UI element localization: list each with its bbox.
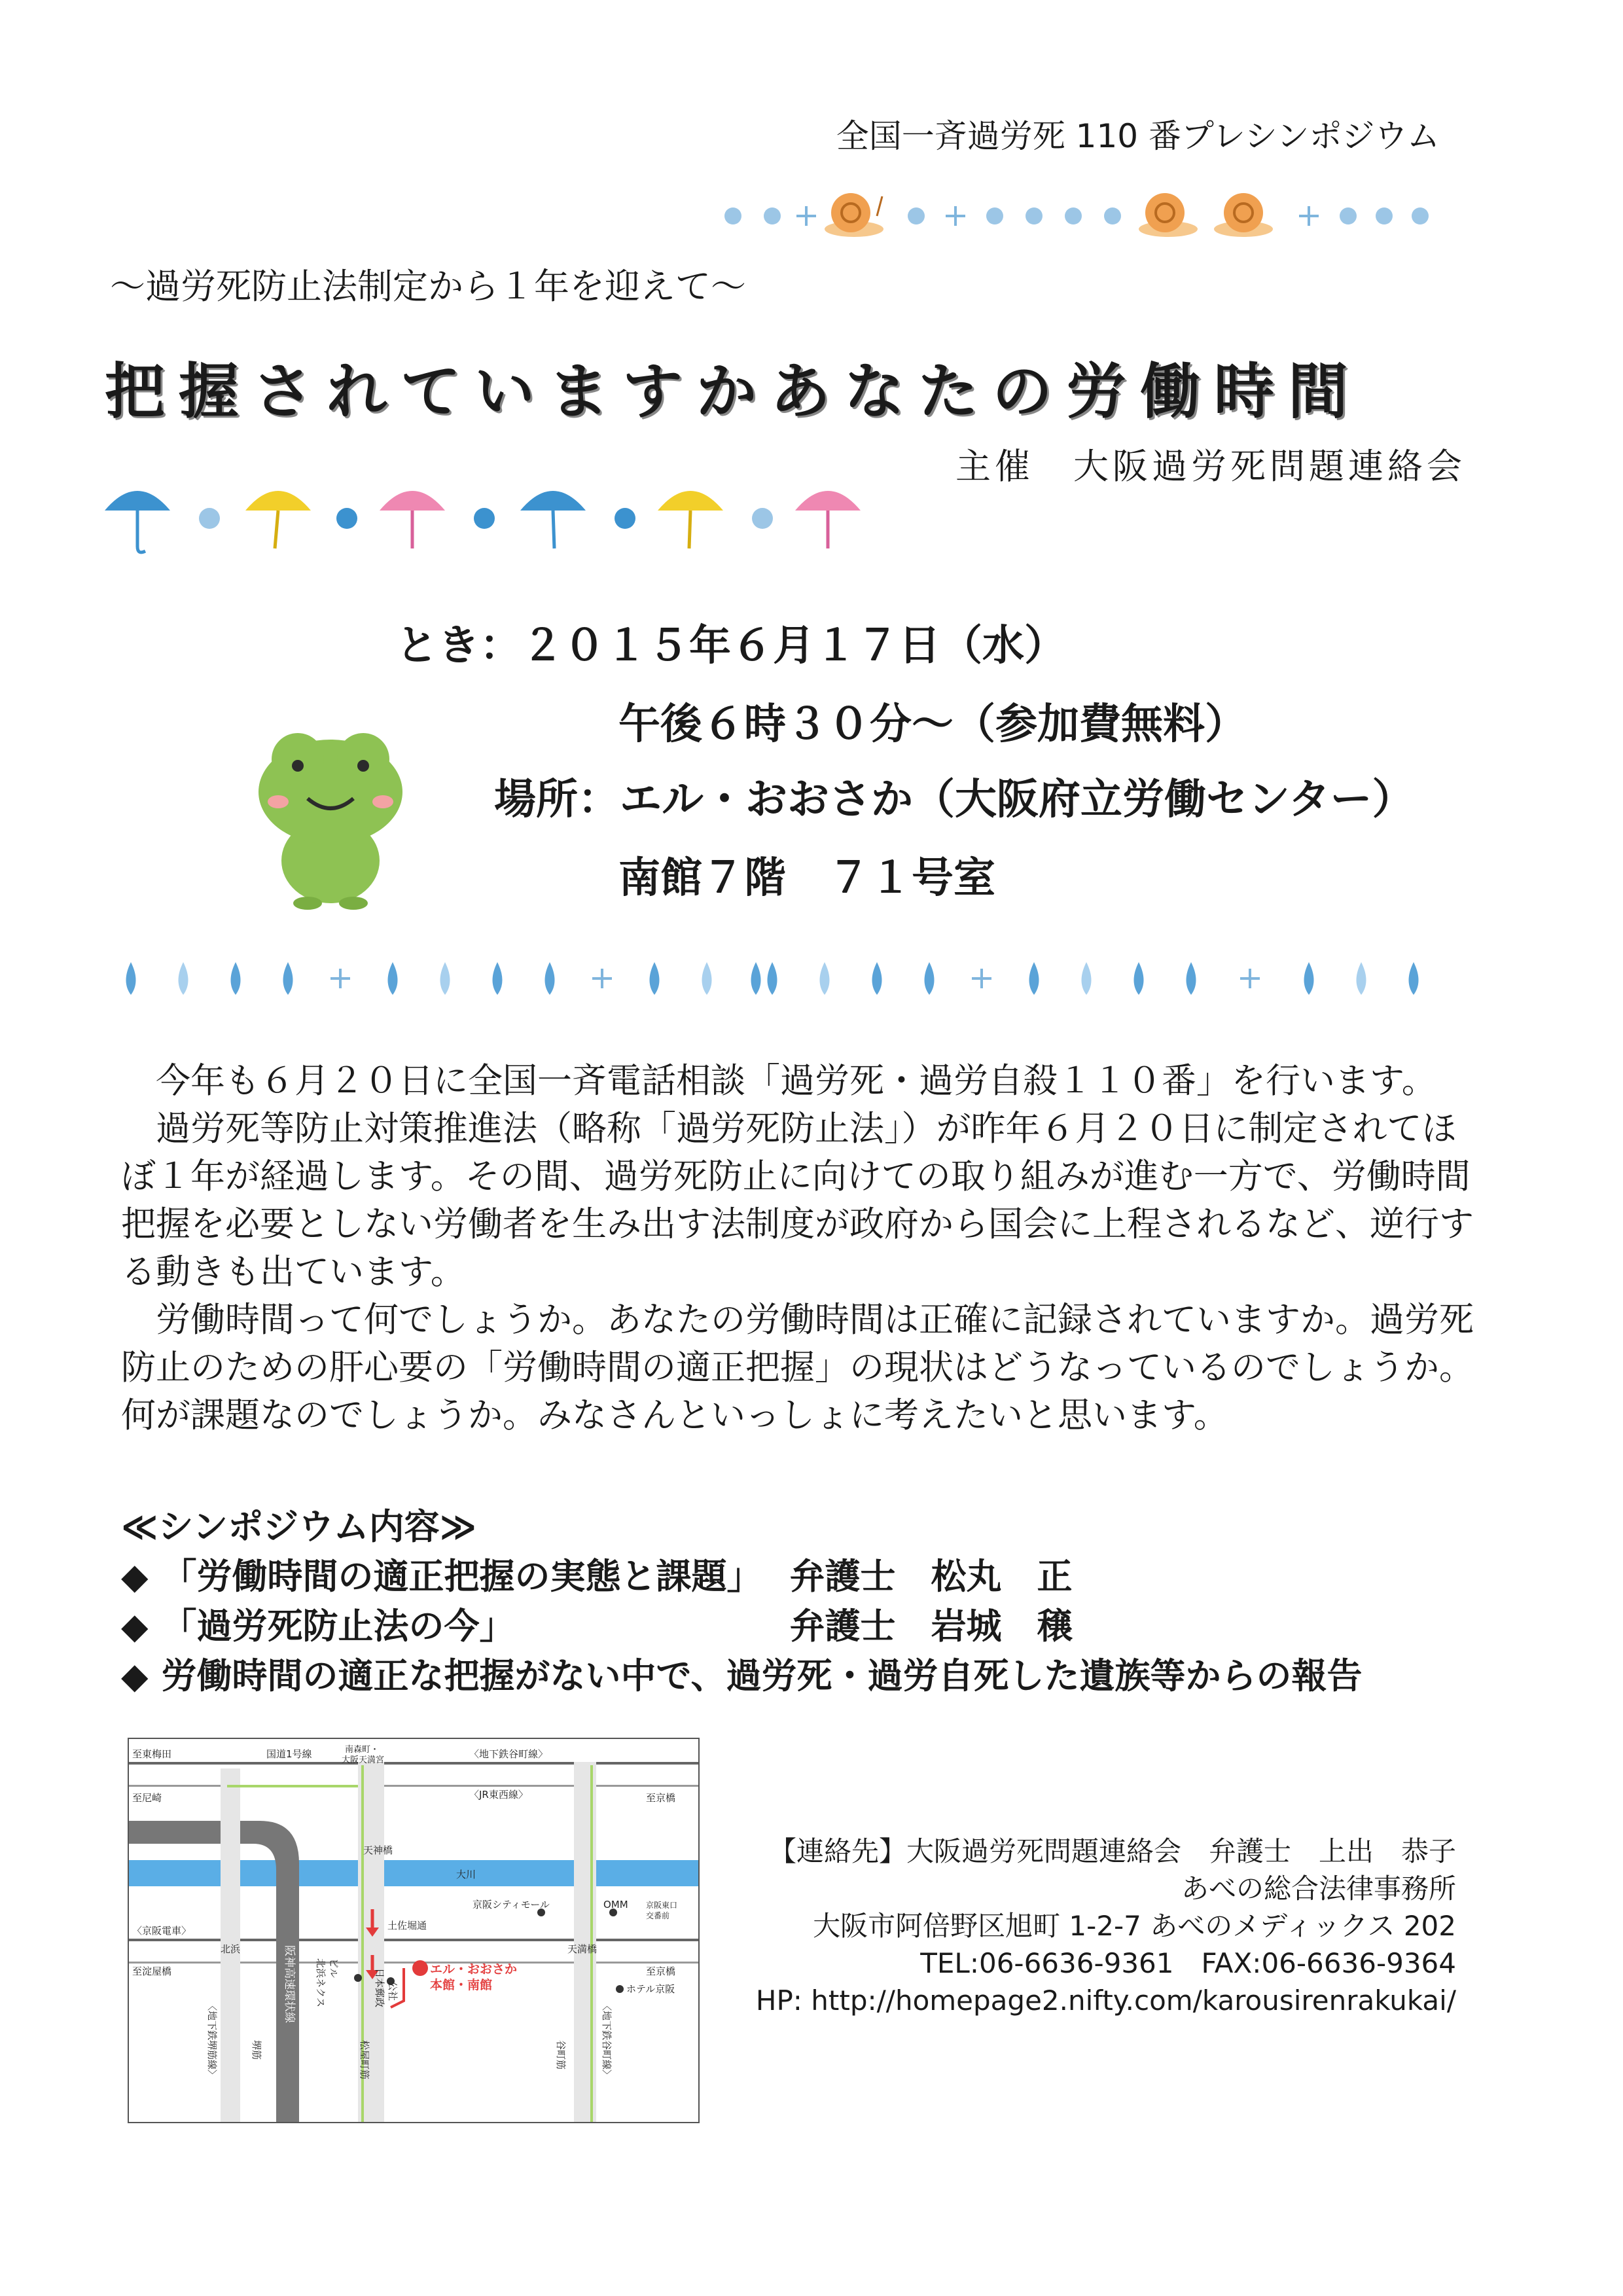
snail-icon bbox=[1214, 193, 1273, 237]
map-label: 北浜ネクス bbox=[315, 1958, 327, 2007]
body-paragraph: 過労死等防止対策推進法（略称「過労死防止法」）が昨年６月２０日に制定されてほぼ１年が経過します。その間、過労死防止に向けての取り組みが進む一方で、労働時間把握を必要としない労働者を生み出す法制度が政府から国会に上程されるなど、逆行する動きも出ています。 bbox=[121, 1109, 1474, 1292]
frog-icon bbox=[252, 720, 409, 910]
host-organizer: 主催 大阪過労死問題連絡会 bbox=[955, 446, 1466, 487]
umbrella-icon bbox=[658, 491, 723, 548]
contact-office: あべの総合法律事務所 bbox=[1181, 1873, 1456, 1905]
umbrella-icon bbox=[520, 491, 586, 548]
map-label: 〈京阪電車〉 bbox=[132, 1925, 192, 1937]
umbrella-icon bbox=[105, 491, 170, 552]
event-time: 午後６時３０分～（参加費無料） bbox=[618, 700, 1247, 749]
map-label: 至淀屋橋 bbox=[132, 1965, 172, 1977]
diamond-bullet-icon: ◆ bbox=[121, 1655, 149, 1696]
program-section bbox=[121, 1502, 1508, 1701]
umbrella-border bbox=[105, 471, 890, 563]
map-label: 〈JR東西線〉 bbox=[469, 1789, 528, 1801]
map-label: ビル bbox=[328, 1958, 340, 1979]
snowflake-icon bbox=[796, 206, 816, 226]
map-label: 至京橋 bbox=[646, 1792, 676, 1804]
program-topic: 「労働時間の適正把握の実態と課題」 bbox=[161, 1556, 762, 1597]
map-label: 大阪天満宮 bbox=[342, 1755, 385, 1765]
map-label: 南森町・ bbox=[345, 1745, 380, 1755]
map-label: 天満橋 bbox=[567, 1943, 597, 1955]
map-label: 堺筋 bbox=[251, 2040, 262, 2060]
snail-icon bbox=[825, 193, 883, 237]
map-label: 大川 bbox=[456, 1869, 476, 1880]
raindrop-border bbox=[118, 956, 1459, 1008]
map-label: 京阪シティモール bbox=[473, 1899, 550, 1910]
contact-phone-fax: TEL:06-6636-9361 FAX:06-6636-9364 bbox=[920, 1947, 1456, 1979]
program-topic: 労働時間の適正な把握がない中で、過労死・過労自死した遺族等からの報告 bbox=[161, 1655, 1363, 1696]
contact-organization: 【連絡先】大阪過労死問題連絡会 弁護士 上出 恭子 bbox=[768, 1835, 1456, 1867]
map-label: 〈地下鉄堺筋線〉 bbox=[206, 2001, 218, 2080]
contact-homepage-link[interactable]: HP: http://homepage2.nifty.com/karousirenrakukai/ bbox=[755, 1984, 1456, 2017]
program-item bbox=[121, 1552, 1508, 1602]
body-paragraph: 今年も６月２０日に全国一斉電話相談「過労死・過労自殺１１０番」を行います。 bbox=[156, 1061, 1436, 1101]
program-item bbox=[121, 1602, 1508, 1651]
program-heading: ≪シンポジウム内容≫ bbox=[121, 1506, 477, 1547]
umbrella-icon bbox=[245, 491, 311, 548]
contact-info bbox=[756, 1833, 1456, 2019]
map-label: 至尼崎 bbox=[132, 1792, 162, 1804]
program-topic: 「過労死防止法の今」 bbox=[161, 1605, 515, 1647]
snail-dot-border bbox=[720, 177, 1453, 249]
venue-label: 本館・南館 bbox=[430, 1978, 493, 1992]
umbrella-icon bbox=[795, 491, 861, 548]
map-label: 松屋町筋 bbox=[359, 2040, 370, 2080]
venue-label: エル・おおさか bbox=[430, 1962, 518, 1977]
access-map bbox=[128, 1738, 700, 2123]
map-label: 国道1号線 bbox=[266, 1748, 312, 1760]
program-speaker: 弁護士 松丸 正 bbox=[789, 1556, 1073, 1597]
event-room: 南館７階 ７１号室 bbox=[618, 854, 995, 903]
page-title: 把握されていますかあなたの労働時間 bbox=[105, 357, 1363, 427]
map-label: 交番前 bbox=[646, 1911, 670, 1920]
map-label: 至京橋 bbox=[646, 1965, 676, 1977]
program-speaker: 弁護士 岩城 穣 bbox=[789, 1605, 1073, 1647]
program-item bbox=[121, 1651, 1508, 1701]
map-label: 谷町筋 bbox=[555, 2040, 567, 2070]
map-label: 〈地下鉄谷町線〉 bbox=[469, 1748, 548, 1760]
map-label: 公社 bbox=[387, 1981, 399, 2001]
map-label: 阪神高速環状線 bbox=[283, 1945, 296, 2023]
event-place: 場所：エル・おおさか（大阪府立労働センター） bbox=[494, 776, 1414, 824]
diamond-bullet-icon: ◆ bbox=[121, 1605, 149, 1647]
subtitle: ～過労死防止法制定から１年を迎えて～ bbox=[110, 266, 746, 307]
body-paragraph: 労働時間って何でしょうか。あなたの労働時間は正確に記録されていますか。過労死防止のための肝心要の「労働時間の適正把握」の現状はどうなっているのでしょうか。何が課題なのでしょうか。みなさんといっしょに考えたいと思います。 bbox=[121, 1300, 1474, 1435]
map-label: 〈地下鉄谷町線〉 bbox=[601, 2001, 613, 2080]
map-label: 土佐堀通 bbox=[387, 1920, 427, 1931]
event-date: とき：２０１５年６月１７日（水） bbox=[396, 622, 1066, 670]
map-label: OMM bbox=[603, 1899, 628, 1910]
map-label: 北浜 bbox=[221, 1943, 241, 1955]
snail-icon bbox=[1139, 193, 1198, 237]
diamond-bullet-icon: ◆ bbox=[121, 1556, 149, 1597]
map-label: 日本郵政 bbox=[374, 1968, 385, 2008]
contact-address: 大阪市阿倍野区旭町 1-2-7 あべのメディックス 202 bbox=[813, 1910, 1456, 1942]
body-text bbox=[121, 1057, 1482, 1439]
umbrella-icon bbox=[380, 491, 445, 548]
map-label: ホテル京阪 bbox=[626, 1983, 675, 1995]
map-label: 至東梅田 bbox=[132, 1748, 172, 1760]
map-label: 京阪東口 bbox=[646, 1901, 678, 1910]
map-label: 天神橋 bbox=[363, 1844, 393, 1856]
pre-symposium-label: 全国一斉過労死 110 番プレシンポジウム bbox=[836, 117, 1440, 155]
